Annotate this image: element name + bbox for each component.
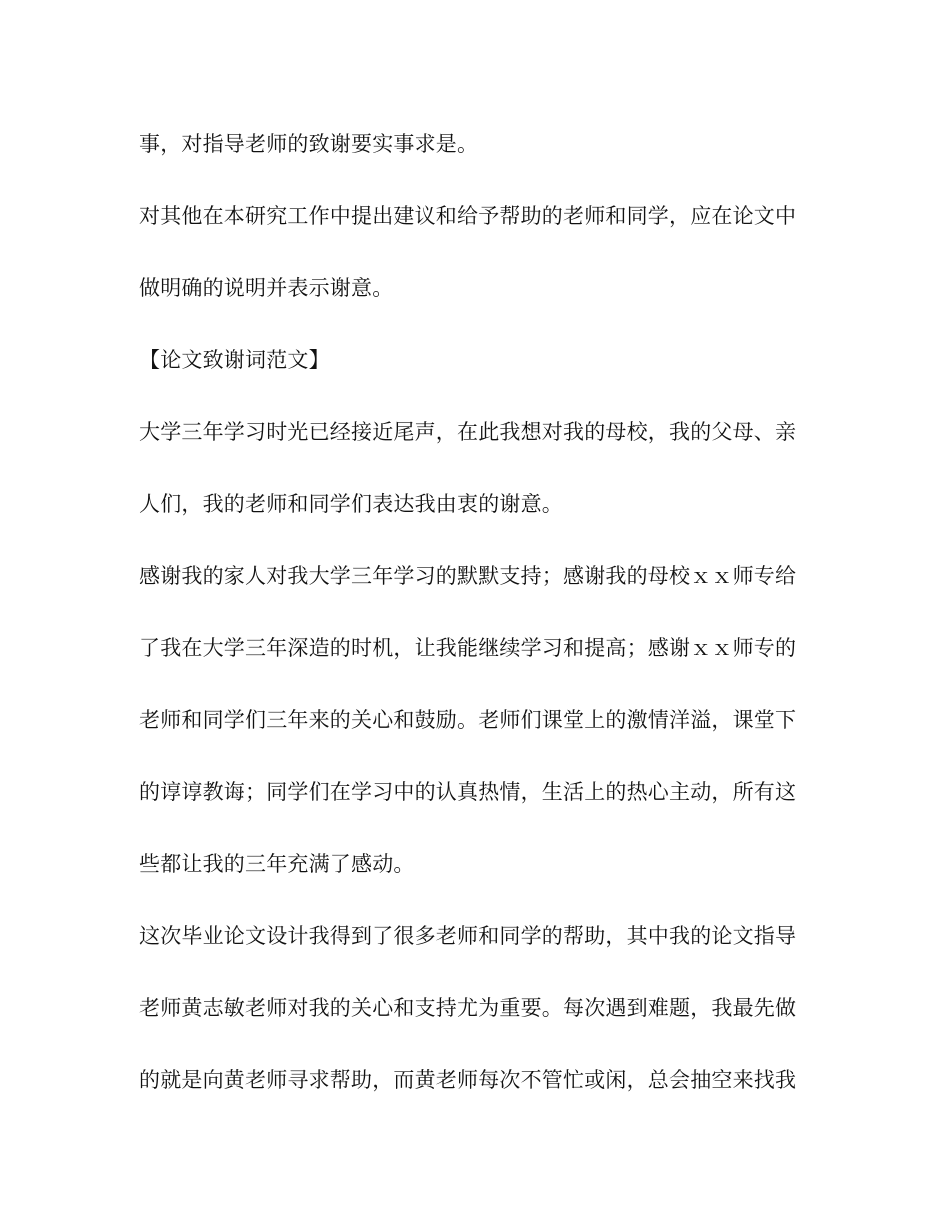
text-line: 做明确的说明并表示谢意。 [139, 276, 394, 300]
text-line: 这次毕业论文设计我得到了很多老师和同学的帮助，其中我的论文指导 [139, 924, 797, 948]
text-line: 对其他在本研究工作中提出建议和给予帮助的老师和同学，应在论文中 [139, 204, 797, 228]
section-heading: 【论文致谢词范文】 [139, 348, 330, 372]
text-line: 老师黄志敏老师对我的关心和支持尤为重要。每次遇到难题，我最先做 [139, 996, 797, 1020]
text-line: 老师和同学们三年来的关心和鼓励。老师们课堂上的激情洋溢，课堂下 [139, 708, 797, 732]
text-line: 些都让我的三年充满了感动。 [139, 852, 415, 876]
text-line: 感谢我的家人对我大学三年学习的默默支持；感谢我的母校ｘｘ师专给 [139, 564, 797, 588]
text-line: 了我在大学三年深造的时机，让我能继续学习和提高；感谢ｘｘ师专的 [139, 636, 797, 660]
text-line: 的就是向黄老师寻求帮助，而黄老师每次不管忙或闲，总会抽空来找我 [139, 1068, 797, 1092]
text-line: 大学三年学习时光已经接近尾声，在此我想对我的母校，我的父母、亲 [139, 420, 797, 444]
text-line: 人们，我的老师和同学们表达我由衷的谢意。 [139, 492, 563, 516]
text-line: 事，对指导老师的致谢要实事求是。 [139, 132, 479, 156]
text-line: 的谆谆教诲；同学们在学习中的认真热情，生活上的热心主动，所有这 [139, 780, 797, 804]
